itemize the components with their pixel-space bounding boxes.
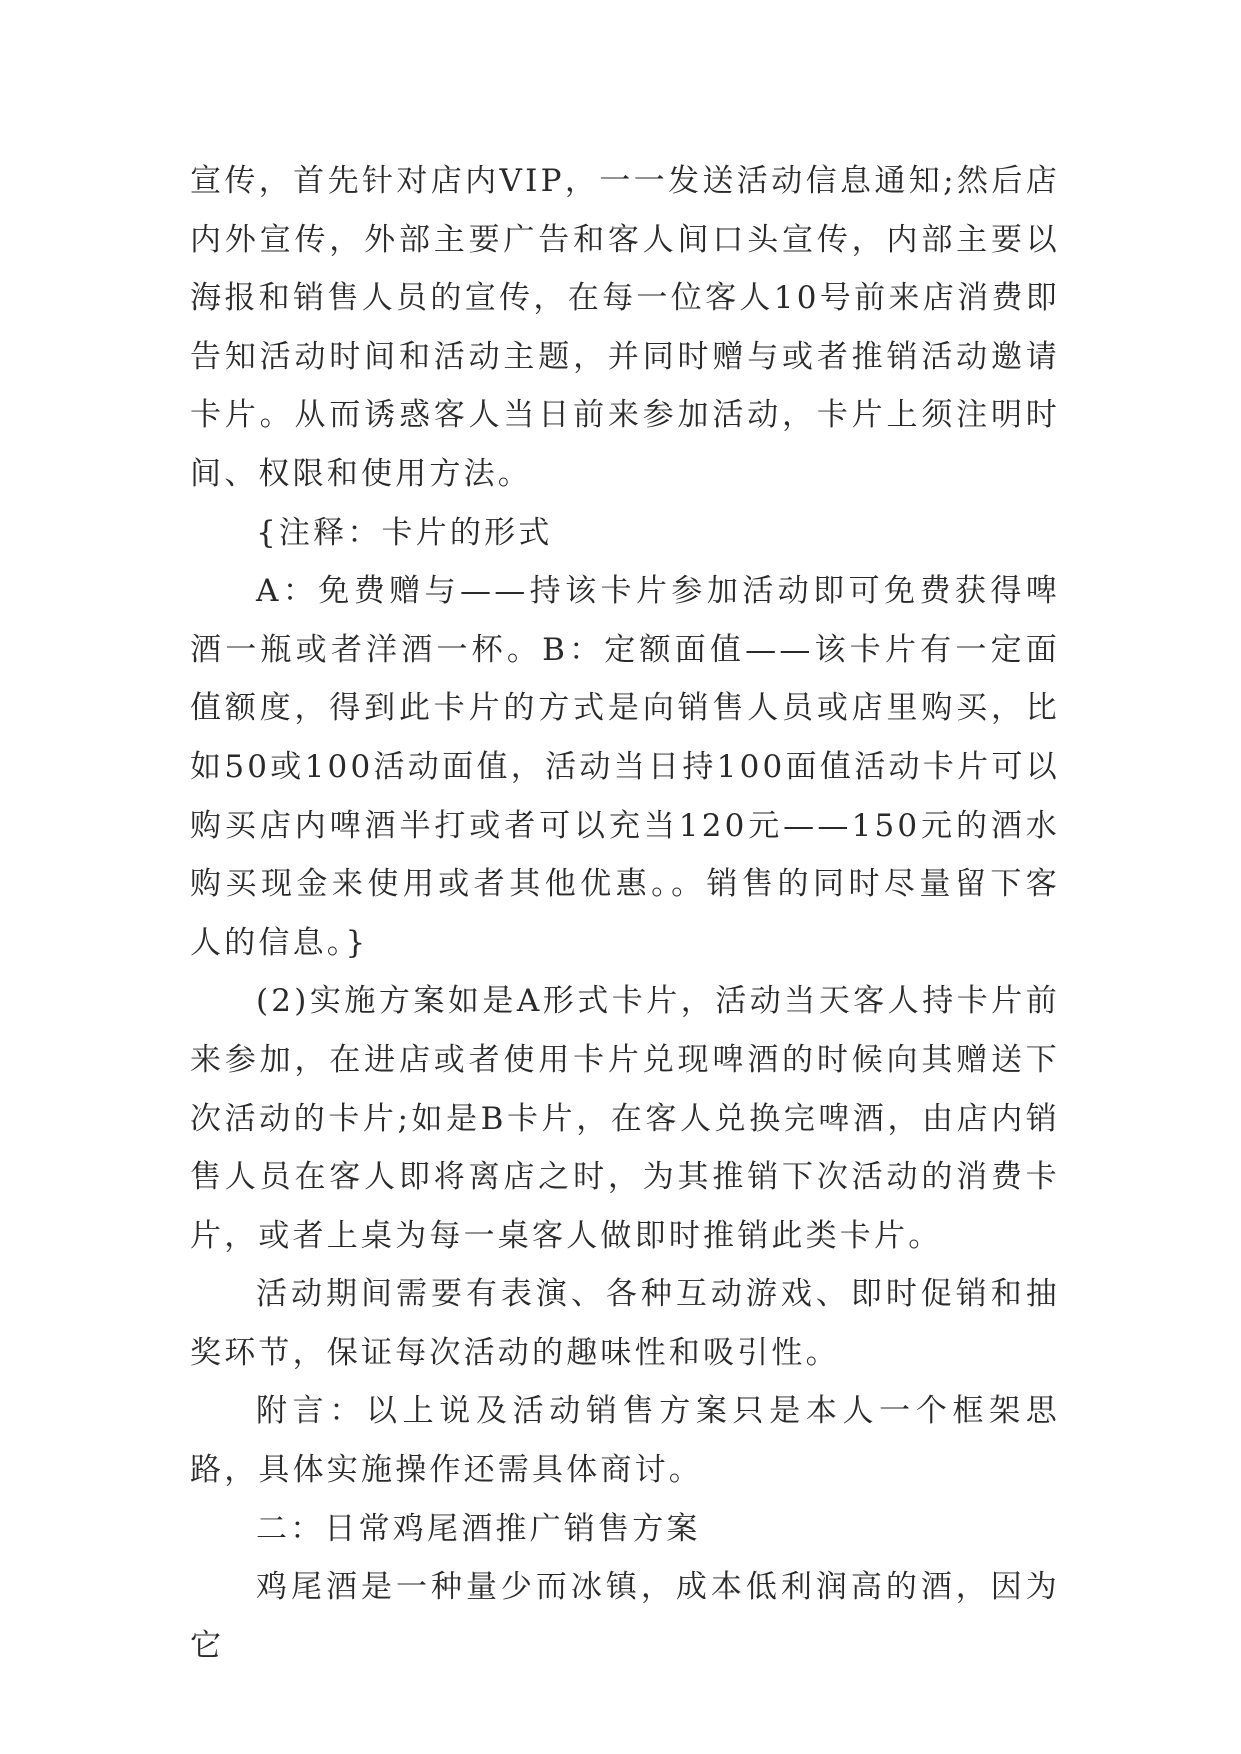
paragraph-implementation: (2)实施方案如是A形式卡片，活动当天客人持卡片前来参加，在进店或者使用卡片兑现啤酒的时候向其赠送下次活动的卡片;如是B卡片，在客人兑换完啤酒，由店内销售人员在客人即将离店之时，为其推销下次活动的消费卡片，或者上桌为每一桌客人做即时推销此类卡片。 — [190, 983, 1060, 1254]
paragraph-activities: 活动期间需要有表演、各种互动游戏、即时促销和抽奖环节，保证每次活动的趣味性和吸引性。 — [190, 1276, 1060, 1371]
paragraph-card-note-heading: {注释：卡片的形式 — [256, 514, 553, 551]
paragraph-postscript: 附言：以上说及活动销售方案只是本人一个框架思路，具体实施操作还需具体商讨。 — [190, 1393, 1060, 1489]
paragraph-promotion: 宣传，首先针对店内VIP，一一发送活动信息通知;然后店内外宣传，外部主要广告和客人间口头宣传，内部主要以海报和销售人员的宣传，在每一位客人10号前来店消费即告知活动时间和活动主题，并同时赠与或者推销活动邀请卡片。从而诱惑客人当日前来参加活动，卡片上须注明时间、权限和使用方法。 — [190, 163, 1060, 492]
paragraph-card-types: A：免费赠与——持该卡片参加活动即可免费获得啤酒一瓶或者洋酒一杯。B：定额面值——该卡片有一定面值额度，得到此卡片的方式是向销售人员或店里购买，比如50或100活动面值，活动当日持100面值活动卡片可以购买店内啤酒半打或者可以充当120元——150元的酒水购买现金来使用或者其他优惠。。销售的同时尽量留下客人的信息。} — [190, 573, 1060, 961]
paragraph-cocktail-intro: 鸡尾酒是一种量少而冰镇，成本低利润高的酒，因为它 — [190, 1569, 1060, 1664]
section-heading-cocktail: 二：日常鸡尾酒推广销售方案 — [256, 1510, 701, 1547]
document-body — [190, 152, 1060, 1675]
